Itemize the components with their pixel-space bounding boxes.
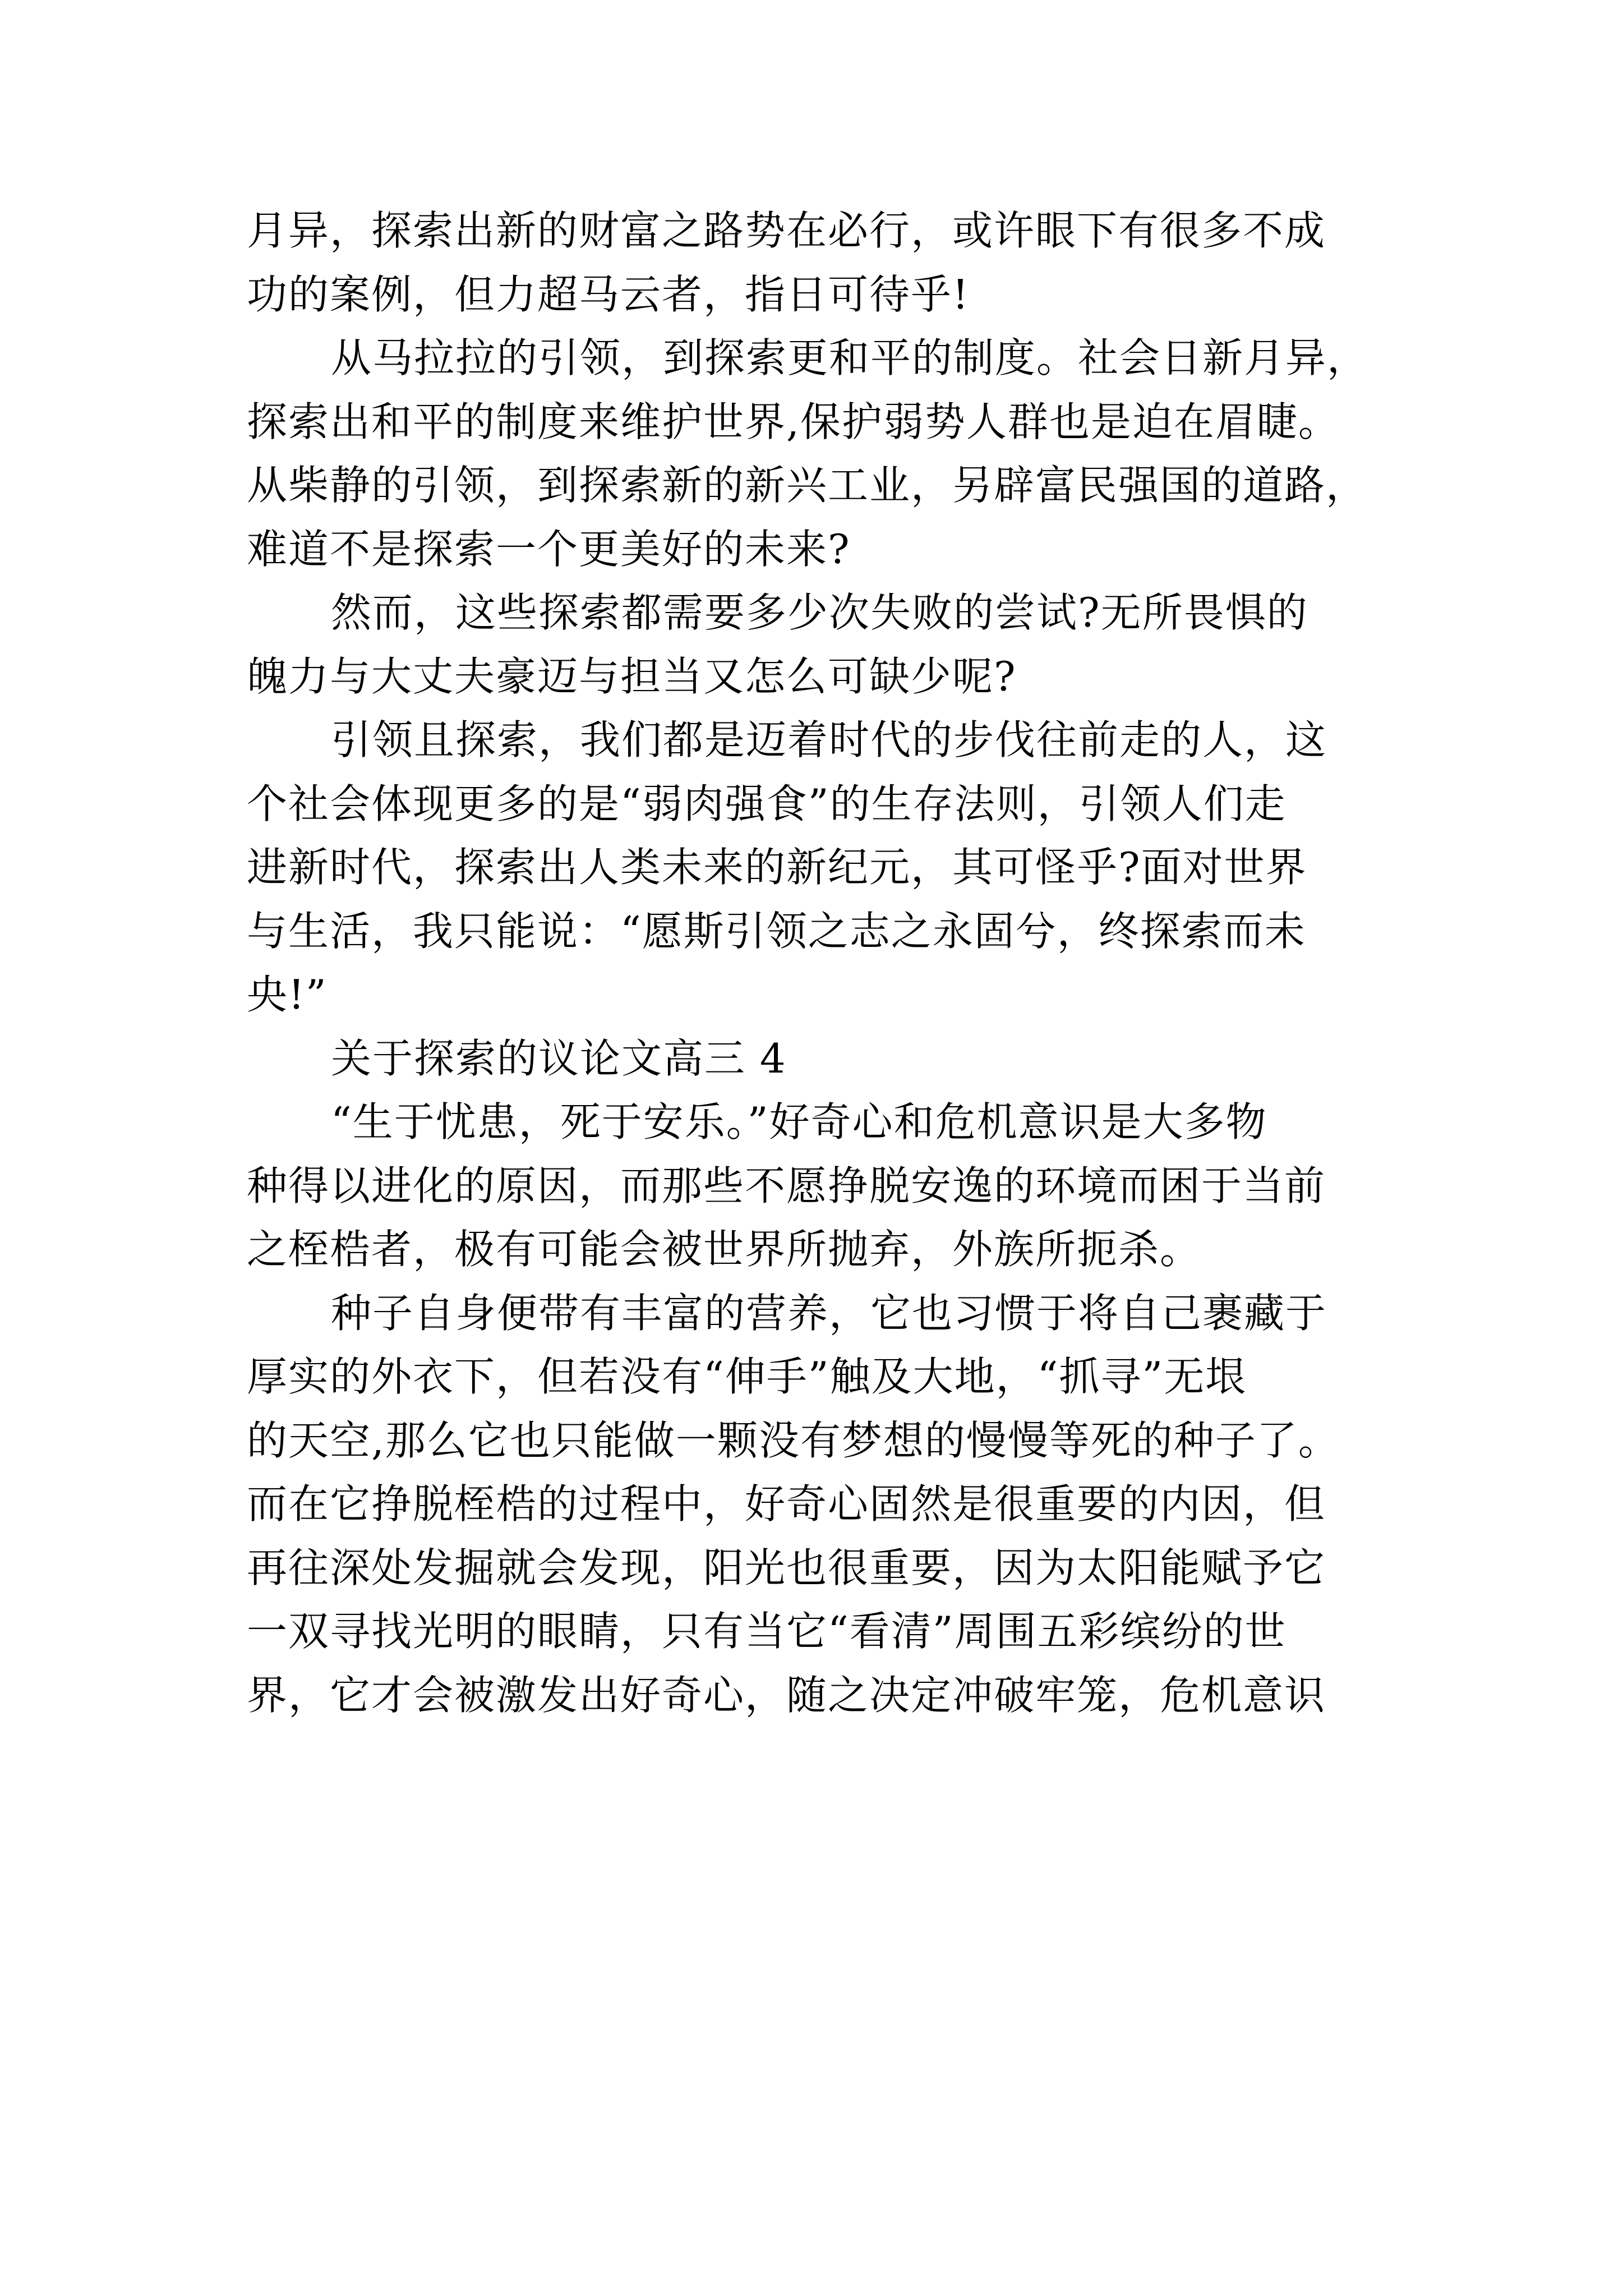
text-line-16: 种得以进化的原因，而那些不愿挣脱安逸的环境而困于当前 [247,1162,1326,1209]
text-line-20: 的天空,那么它也只能做一颗没有梦想的慢慢等死的种子了。 [247,1416,1340,1464]
document-body [247,199,1385,1727]
text-line-6: 难道不是探索一个更美好的未来? [247,525,851,573]
section-heading: 关于探索的议论文高三 4 [331,1034,787,1082]
text-line-24: 界，它才会被激发出好奇心，随之决定冲破牢笼，危机意识 [247,1671,1326,1719]
text-line-17: 之桎梏者，极有可能会被世界所抛弃，外族所扼杀。 [247,1226,1202,1273]
text-line-15: “生于忧患，死于安乐。”好奇心和危机意识是大多物 [331,1098,1267,1145]
text-line-11: 进新时代，探索出人类未来的新纪元，其可怪乎?面对世界 [247,844,1307,891]
text-line-4: 探索出和平的制度来维护世界,保护弱势人群也是迫在眉睫。 [247,398,1340,445]
text-line-8: 魄力与大丈夫豪迈与担当又怎么可缺少呢? [247,652,1017,700]
text-line-12: 与生活，我只能说：“愿斯引领之志之永固兮，终探索而未 [247,907,1306,955]
text-line-1: 月异，探索出新的财富之路势在必行，或许眼下有很多不成 [247,207,1326,254]
text-line-13: 央!” [247,971,328,1018]
text-line-23: 一双寻找光明的眼睛，只有当它“看清”周围五彩缤纷的世 [247,1608,1287,1655]
text-line-3: 从马拉拉的引领，到探索更和平的制度。社会日新月异， [331,334,1369,381]
text-line-18: 种子自身便带有丰富的营养，它也习惯于将自己裹藏于 [331,1289,1327,1337]
text-line-21: 而在它挣脱桎梏的过程中，好奇心固然是很重要的内因，但 [247,1480,1326,1527]
text-line-9: 引领且探索，我们都是迈着时代的步伐往前走的人，这 [331,716,1327,763]
text-line-2: 功的案例，但力超马云者，指日可待乎! [247,270,970,318]
text-line-10: 个社会体现更多的是“弱肉强食”的生存法则，引领人们走 [247,780,1287,827]
text-line-7: 然而，这些探索都需要多少次失败的尝试?无所畏惧的 [331,589,1308,636]
text-line-22: 再往深处发掘就会发现，阳光也很重要，因为太阳能赋予它 [247,1544,1326,1591]
text-line-19: 厚实的外衣下，但若没有“伸手”触及大地，“抓寻”无垠 [247,1353,1247,1400]
text-line-5: 从柴静的引领，到探索新的新兴工业，另辟富民强国的道路， [247,462,1368,509]
